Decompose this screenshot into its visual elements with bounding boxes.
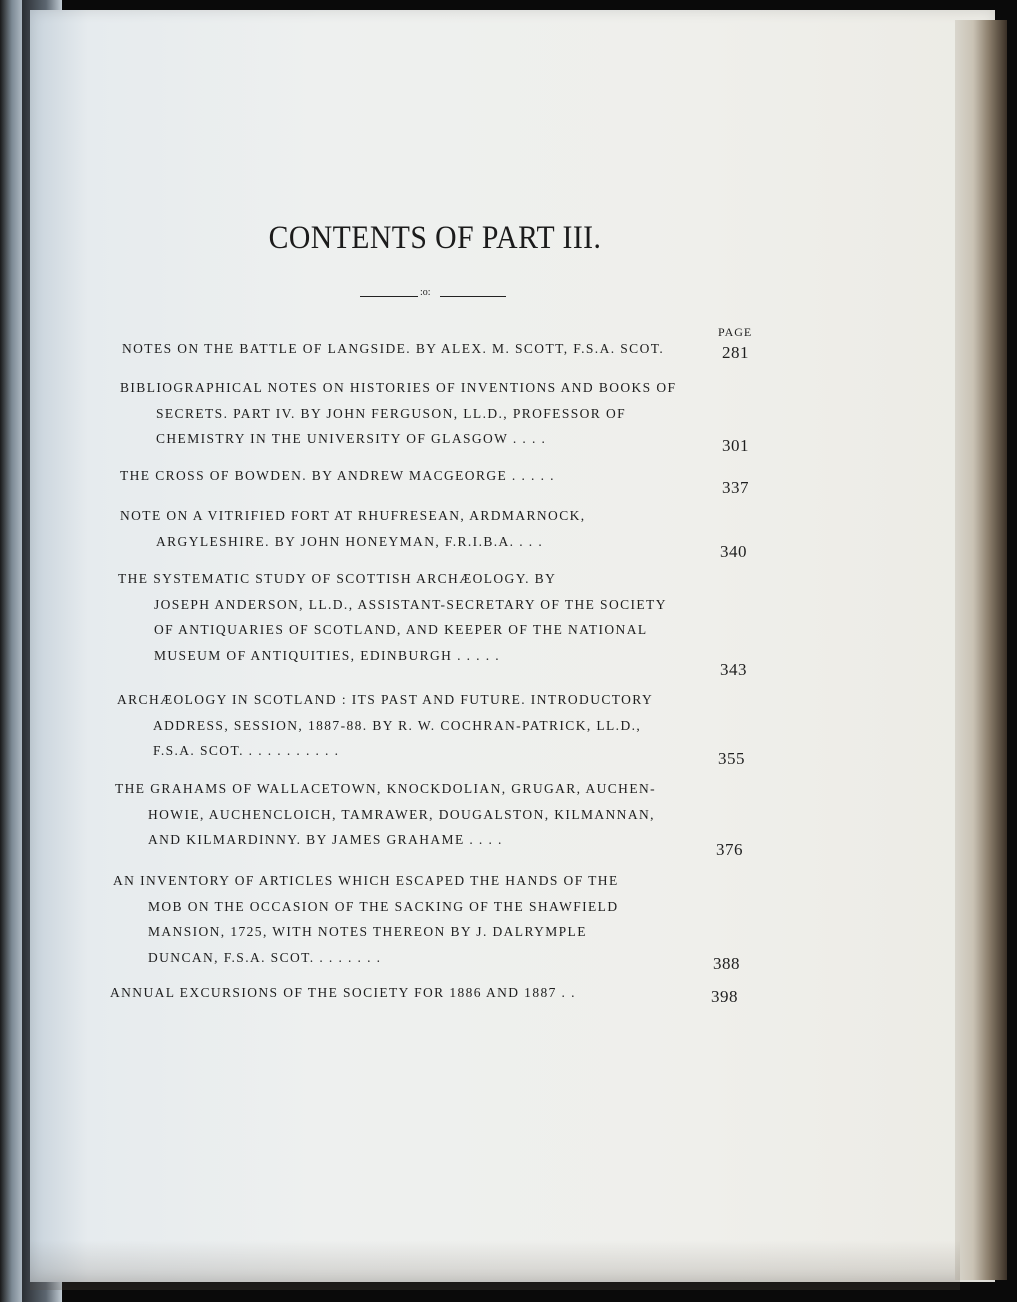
toc-entry-line: ANNUAL EXCURSIONS OF THE SOCIETY FOR 1886 AND 1887 . . — [110, 985, 576, 1000]
toc-entry-line: JOSEPH ANDERSON, LL.D., ASSISTANT-SECRETARY OF THE SOCIETY — [154, 596, 667, 612]
divider-line-left — [360, 296, 418, 297]
toc-page-number: 337 — [722, 478, 749, 497]
toc-entry-line: NOTE ON A VITRIFIED FORT AT RHUFRESEAN, ARDMARNOCK, — [120, 508, 586, 523]
toc-entry-line: THE SYSTEMATIC STUDY OF SCOTTISH ARCHÆOLOGY. BY — [118, 571, 557, 586]
toc-entry-line: DUNCAN, F.S.A. SCOT. . . . . . . . — [148, 949, 382, 965]
toc-entry — [118, 566, 667, 668]
toc-entry — [122, 336, 664, 362]
toc-entry-line: MANSION, 1725, WITH NOTES THEREON BY J. DALRYMPLE — [148, 924, 587, 939]
toc-page-number: 388 — [713, 954, 740, 973]
toc-entry-line: SECRETS. PART IV. BY JOHN FERGUSON, LL.D., PROFESSOR OF — [156, 405, 627, 421]
toc-page-number: 281 — [722, 343, 749, 362]
toc-page-number: 398 — [711, 987, 738, 1006]
title-divider — [360, 289, 506, 303]
toc-page-number: 355 — [718, 749, 745, 768]
toc-entry-line: CHEMISTRY IN THE UNIVERSITY OF GLASGOW . . . . — [156, 431, 547, 446]
page-column-label: PAGE — [718, 325, 753, 339]
toc-entry — [113, 868, 619, 970]
page-edge-right — [955, 20, 1007, 1280]
toc-entry-line: HOWIE, AUCHENCLOICH, TAMRAWER, DOUGALSTON, KILMANNAN, — [148, 806, 655, 822]
divider-line-right — [440, 296, 506, 297]
toc-entry-line: ARCHÆOLOGY IN SCOTLAND : ITS PAST AND FUTURE. INTRODUCTORY — [117, 692, 654, 707]
toc-entry-line: AND KILMARDINNY. BY JAMES GRAHAME . . . . — [148, 832, 503, 847]
divider-ornament: :o: — [420, 287, 431, 298]
toc-entry-line: THE GRAHAMS OF WALLACETOWN, KNOCKDOLIAN, GRUGAR, AUCHEN- — [115, 781, 657, 796]
toc-page-number: 340 — [720, 542, 747, 561]
toc-entry-line: ADDRESS, SESSION, 1887-88. BY R. W. COCHRAN-PATRICK, LL.D., — [153, 717, 642, 733]
page-bottom-shadow — [30, 1240, 960, 1290]
toc-entry-line: MUSEUM OF ANTIQUITIES, EDINBURGH . . . . . — [154, 647, 501, 663]
toc-page-number: 301 — [722, 436, 749, 455]
toc-entry-line: AN INVENTORY OF ARTICLES WHICH ESCAPED THE HANDS OF THE — [113, 873, 619, 888]
toc-entry — [115, 776, 656, 853]
toc-entry-line: OF ANTIQUARIES OF SCOTLAND, AND KEEPER OF THE NATIONAL — [154, 622, 648, 637]
toc-entry — [117, 687, 653, 764]
toc-entry-line: BIBLIOGRAPHICAL NOTES ON HISTORIES OF INVENTIONS AND BOOKS OF — [120, 380, 677, 395]
toc-entry-line: F.S.A. SCOT. . . . . . . . . . . — [153, 743, 340, 758]
toc-entry-line: THE CROSS OF BOWDEN. BY ANDREW MACGEORGE . . . . . — [120, 468, 555, 483]
toc-entry-line: ARGYLESHIRE. BY JOHN HONEYMAN, F.R.I.B.A. . . . — [156, 533, 544, 549]
toc-entry — [120, 463, 555, 489]
toc-entry — [110, 980, 576, 1006]
toc-entry-line: NOTES ON THE BATTLE OF LANGSIDE. BY ALEX. M. SCOTT, F.S.A. SCOT. — [122, 341, 665, 356]
toc-entry-line: MOB ON THE OCCASION OF THE SACKING OF THE SHAWFIELD — [148, 898, 619, 914]
toc-page-number: 343 — [720, 660, 747, 679]
toc-entry — [120, 375, 676, 452]
toc-entry — [120, 503, 586, 554]
toc-page-number: 376 — [716, 840, 743, 859]
page-title: CONTENTS OF PART III. — [268, 220, 602, 256]
